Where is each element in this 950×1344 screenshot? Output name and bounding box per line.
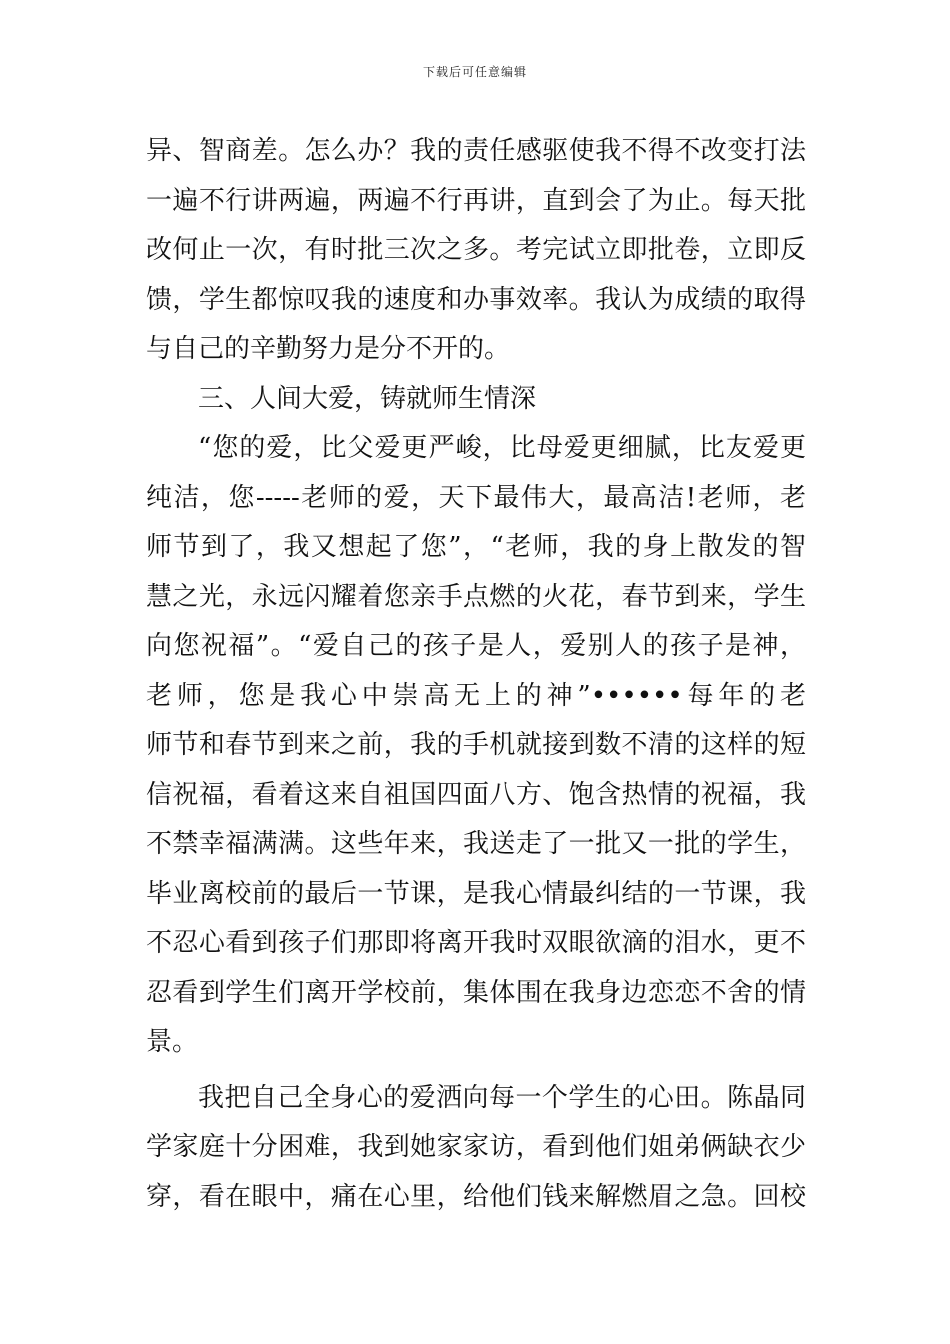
text-line: 景。 <box>146 1027 199 1057</box>
text-line: 不忍心看到孩子们那即将离开我时双眼欲滴的泪水，更不 <box>146 928 806 958</box>
text-line: 异、智商差。怎么办？我的责任感驱使我不得不改变打法 <box>146 136 806 166</box>
text-line: 学家庭十分困难，我到她家家访，看到他们姐弟俩缺衣少 <box>146 1132 806 1162</box>
text-line: 穿，看在眼中，痛在心里，给他们钱来解燃眉之急。回校 <box>146 1181 806 1212</box>
text-line: 师节和春节到来之前，我的手机就接到数不清的这样的短 <box>146 730 806 760</box>
text-line: 老师，您是我心中崇高无上的神”••••••每年的老 <box>146 680 806 711</box>
text-line: “您的爱，比父爱更严峻，比母爱更细腻，比友爱更 <box>198 433 806 463</box>
text-line: 向您祝福”。“爱自己的孩子是人，爱别人的孩子是神， <box>146 631 806 661</box>
text-line: 改何止一次，有时批三次之多。考完试立即批卷，立即反 <box>146 235 806 265</box>
body-text <box>146 127 806 1222</box>
text-line: 我把自己全身心的爱洒向每一个学生的心田。陈晶同 <box>198 1082 806 1113</box>
text-line: 与自己的辛勤努力是分不开的。 <box>146 334 511 364</box>
text-line: 师节到了，我又想起了您”，“老师，我的身上散发的智 <box>146 532 806 562</box>
section-heading-text: 三、人间大爱，铸就师生情深 <box>198 383 537 414</box>
paragraph <box>146 424 806 1068</box>
text-line: 毕业离校前的最后一节课，是我心情最纠结的一节课，我 <box>146 878 806 909</box>
section-heading <box>146 375 806 425</box>
text-line: 忍看到学生们离开学校前，集体围在我身边恋恋不舍的情 <box>146 977 806 1008</box>
header-note: 下载后可任意编辑 <box>422 65 527 79</box>
text-line: 不禁幸福满满。这些年来，我送走了一批又一批的学生， <box>146 829 806 859</box>
text-line: 一遍不行讲两遍，两遍不行再讲，直到会了为止。每天批 <box>146 185 806 216</box>
text-line: 慧之光，永远闪耀着您亲手点燃的火花，春节到来，学生 <box>146 581 806 612</box>
paragraph <box>146 127 806 375</box>
text-line: 信祝福，看着这来自祖国四面八方、饱含热情的祝福，我 <box>146 779 806 810</box>
text-line: 纯洁，您-----老师的爱，天下最伟大，最高洁!老师，老 <box>146 482 806 513</box>
paragraph <box>146 1074 806 1223</box>
text-line: 馈，学生都惊叹我的速度和办事效率。我认为成绩的取得 <box>146 284 806 315</box>
